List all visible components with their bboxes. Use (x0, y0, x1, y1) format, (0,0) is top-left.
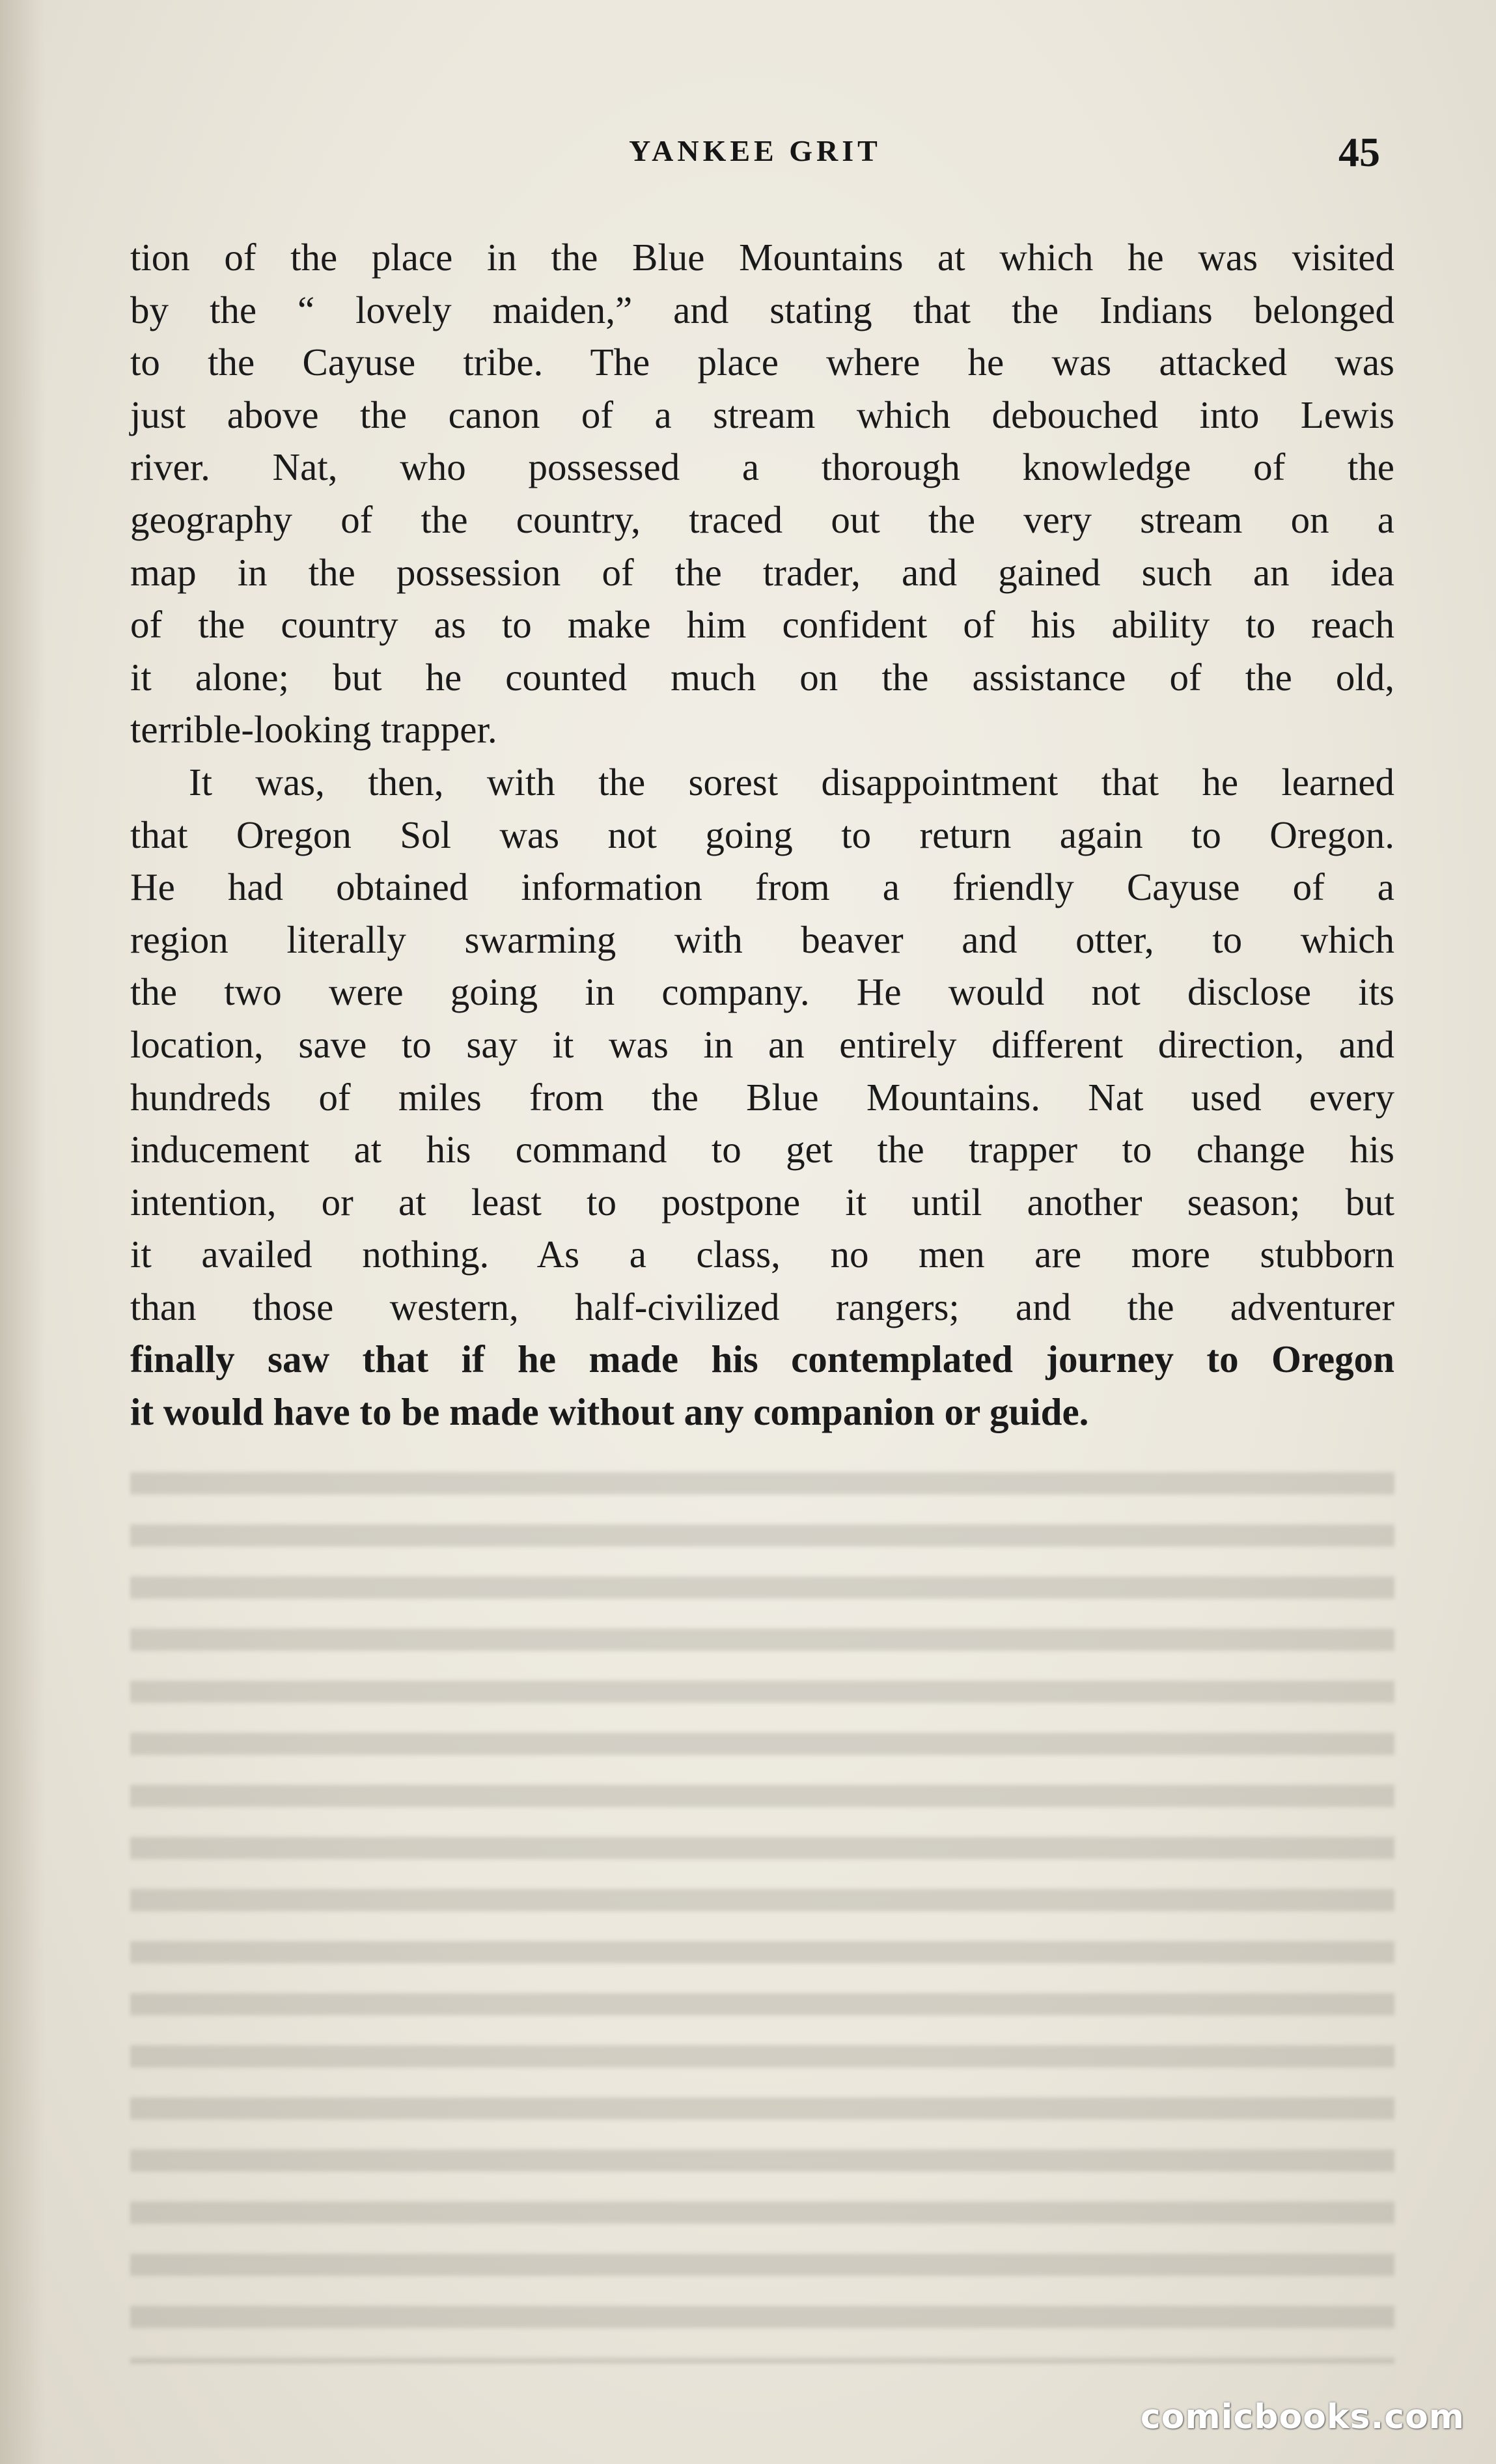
page-edge-shadow (0, 0, 46, 2464)
running-title: YANKEE GRIT (629, 134, 881, 167)
body-text (130, 231, 1394, 1438)
text-line: finally saw that if he made his contemplated journey to Oregon (130, 1337, 1394, 1381)
text-line: that Oregon Sol was not going to return again to Oregon. (130, 813, 1394, 856)
text-line: it availed nothing. As a class, no men are more stubborn (130, 1233, 1394, 1276)
text-line: terrible-looking trapper. (130, 708, 497, 751)
text-line: tion of the place in the Blue Mountains at which he was visited (130, 236, 1394, 279)
text-line: He had obtained information from a friendly Cayuse of a (130, 865, 1394, 909)
text-line: inducement at his command to get the trapper to change his (130, 1128, 1394, 1171)
watermark: comicbooks.com (1140, 2398, 1465, 2437)
paragraph-1 (130, 231, 1394, 756)
text-line: intention, or at least to postpone it until another season; but (130, 1180, 1394, 1224)
text-line: map in the possession of the trader, and gained such an idea (130, 550, 1394, 594)
text-line: by the “ lovely maiden,” and stating that the Indians belonged (130, 288, 1394, 331)
running-head (130, 129, 1380, 186)
text-line: the two were going in company. He would not disclose its (130, 970, 1394, 1014)
text-line: river. Nat, who possessed a thorough knowledge of the (130, 445, 1394, 489)
text-line: It was, then, with the sorest disappointment that he learned (189, 760, 1394, 804)
page-number: 45 (1338, 129, 1380, 175)
text-line: it would have to be made without any companion or guide. (130, 1390, 1089, 1434)
text-line: to the Cayuse tribe. The place where he was attacked was (130, 341, 1394, 384)
text-line: of the country as to make him confident of his ability to reach (130, 603, 1394, 647)
text-line: it alone; but he counted much on the assistance of the old, (130, 655, 1394, 699)
text-line: than those western, half-civilized rangers; and the adventurer (130, 1285, 1394, 1328)
show-through-text (130, 1452, 1394, 2364)
text-line: geography of the country, traced out the very stream on a (130, 497, 1394, 541)
text-line: region literally swarming with beaver and otter, to which (130, 917, 1394, 961)
paragraph-2 (130, 756, 1394, 1438)
text-line: just above the canon of a stream which debouched into Lewis (130, 393, 1394, 436)
text-line: location, save to say it was in an entirely different direction, and (130, 1022, 1394, 1066)
text-line: hundreds of miles from the Blue Mountains. Nat used every (130, 1075, 1394, 1119)
